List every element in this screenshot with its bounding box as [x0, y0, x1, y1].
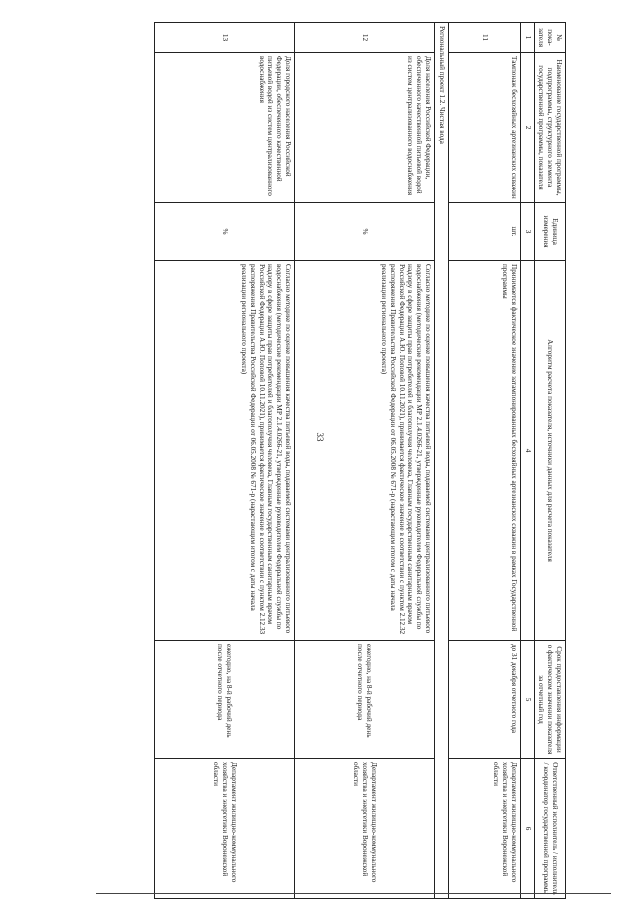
table-row: [448, 23, 520, 899]
column-number: 5: [520, 641, 534, 759]
bottom-divider: [96, 893, 611, 894]
row-algorithm: Согласно методике по оценке повышения качества питьевой воды, подаваемой системами централизованного питьевого водоснабжения (методические рекомендации МР 2.1.4.0266-21, утвержденные руководителем Федеральной службы по надзору в сфере защиты прав потребителей и благополучия человека, Главным государственным санитарным врачом Российской Федерации А.Ю. Поповой 10.11.2021), принимается фактическое значение в соответствии с пунктом 2.12.32 распоряжения Правительства Российской Федерации от 06.05.2008 № 671-р (нарастающим итогом с даты начала реализации регионального проекта): [294, 261, 434, 641]
row-algorithm: Принимается фактическое значение затампонированных бесхозяйных артезианских скважин в рамках Государственной программы: [448, 261, 520, 641]
row-responsible: Департамент жилищно-коммунального хозяйства и энергетики Воронежской области: [294, 759, 434, 899]
row-algorithm: Согласно методике по оценке повышения качества питьевой воды, подаваемой системами централизованного питьевого водоснабжения (методические рекомендации МР 2.1.4.0266-21, утвержденные руководителем Федеральной службы по надзору в сфере защиты прав потребителей и благополучия человека, Главным государственным санитарным врачом Российской Федерации А.Ю. Поповой 10.11.2021), принимается фактическое значение в соответствии с пунктом 2.12.33 распоряжения Правительства Российской Федерации от 06.05.2008 № 671-р (нарастающим итогом с даты начала реализации регионального проекта): [154, 261, 294, 641]
column-number: 1: [520, 23, 534, 53]
column-number: 4: [520, 261, 534, 641]
column-number: 2: [520, 53, 534, 203]
section-title: Региональный проект 1.2. Чистая вода: [434, 23, 448, 899]
row-responsible: Департамент жилищно-коммунального хозяйства и энергетики Воронежской области: [448, 759, 520, 899]
header-name: Наименование государственной программы, подпрограммы, структурного элемента государственной программы, показателя: [534, 53, 565, 203]
column-number: 6: [520, 759, 534, 899]
table-row: [294, 23, 434, 899]
header-algorithm: Алгоритм расчета показателя, источники данных для расчета показателя: [534, 261, 565, 641]
table-row: [154, 23, 294, 899]
header-num: № пока-зателя: [534, 23, 565, 53]
row-unit: %: [154, 203, 294, 261]
row-deadline: ежегодно, на 8-й рабочий день после отчетного периода: [154, 641, 294, 759]
row-name: Тампонаж бесхозяйных артезианских скважин: [448, 53, 520, 203]
table-header-row: [534, 23, 565, 899]
indicators-table: [154, 22, 566, 899]
row-responsible: Департамент жилищно-коммунального хозяйства и энергетики Воронежской области: [154, 759, 294, 899]
row-deadline: до 31 декабря отчетного года: [448, 641, 520, 759]
row-name: Доля городского населения Российской Федерации, обеспеченного качественной питьевой водой из систем централизованного водоснабжения: [154, 53, 294, 203]
row-unit: шт.: [448, 203, 520, 261]
header-unit: Единица измерения: [534, 203, 565, 261]
row-num: 11: [448, 23, 520, 53]
row-unit: %: [294, 203, 434, 261]
row-num: 13: [154, 23, 294, 53]
page-number: 33: [315, 432, 325, 442]
rotated-page: [104, 22, 566, 898]
header-deadline: Срок предоставления информации о фактическом значении показателя за отчетный год: [534, 641, 565, 759]
column-numbers-row: [520, 23, 534, 899]
row-name: Доля населения Российской Федерации, обеспеченного качественной питьевой водой из систем централизованного водоснабжения: [294, 53, 434, 203]
header-responsible: Ответственный исполнитель / исполнитель / координатор государственной программы: [534, 759, 565, 899]
section-row: [434, 23, 448, 899]
row-deadline: ежегодно, на 8-й рабочий день после отчетного периода: [294, 641, 434, 759]
column-number: 3: [520, 203, 534, 261]
row-num: 12: [294, 23, 434, 53]
